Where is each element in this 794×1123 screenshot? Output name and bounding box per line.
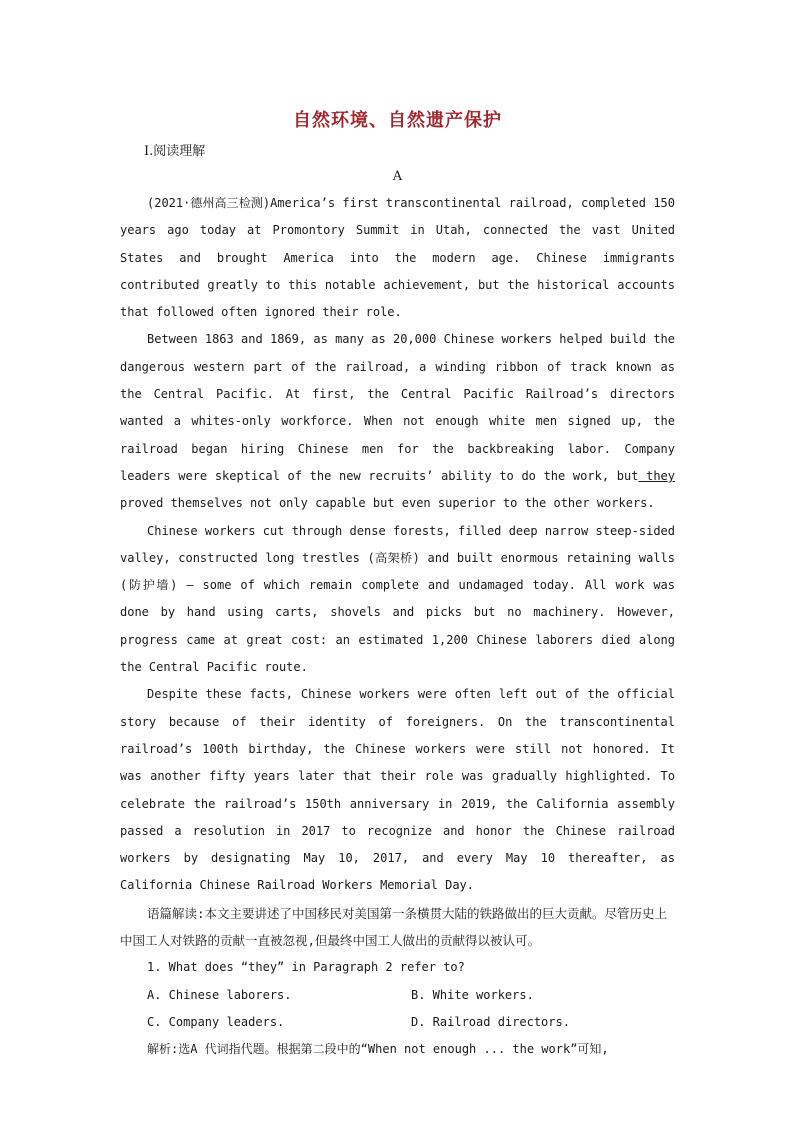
option-c: C. Company leaders.	[147, 1014, 285, 1029]
page-title: 自然环境、自然遗产保护	[293, 110, 502, 131]
option-a: A. Chinese laborers.	[147, 987, 292, 1002]
section-heading: Ⅰ.阅读理解	[144, 144, 206, 159]
article-label: A	[392, 169, 403, 184]
option-b: B. White workers.	[411, 987, 534, 1002]
question-1-options-row-2	[147, 1009, 675, 1036]
paragraph-2	[120, 326, 675, 517]
passage-summary: 语篇解读:本文主要讲述了中国移民对美国第一条横贯大陆的铁路做出的巨大贡献。尽管历史上中国工人对铁路的贡献一直被忽视,但最终中国工人做出的贡献得以被认可。	[120, 905, 668, 949]
question-1-stem: 1. What does “they” in Paragraph 2 refer to?	[147, 960, 465, 975]
option-d: D. Railroad directors.	[411, 1014, 570, 1029]
underlined-pronoun-they: they	[638, 468, 676, 483]
document-page	[120, 100, 675, 1064]
question-1-analysis: 解析:选A 代词指代题。根据第二段中的“When not enough ... the work”可知,	[147, 1042, 609, 1057]
question-1-options-row-1	[147, 982, 675, 1009]
paragraph-2-text-after: proved themselves not only capable but even superior to the other workers.	[120, 496, 655, 511]
paragraph-4: Despite these facts, Chinese workers were often left out of the official story because of their identity of foreigners. On the transcontinental railroad’s 100th birthday, the Chinese workers were still not honored. It was another fifty years later that their role was gradually highlighted. To celebrate the railroad’s 150th anniversary in 2019, the California assembly passed a resolution in 2017 to recognize and honor the Chinese railroad workers by designating May 10, 2017, and every May 10 thereafter, as California Chinese Railroad Workers Memorial Day.	[120, 687, 675, 893]
paragraph-1: (2021·德州高三检测)America’s first transcontinental railroad, completed 150 years ago today at Promontory Summit in Utah, connected the vast United States and brought America into the modern age. Chinese immigrants contributed greatly to this notable achievement, but the historical accounts that followed often ignored their role.	[120, 196, 675, 320]
paragraph-3: Chinese workers cut through dense forests, filled deep narrow steep-sided valley, constructed long trestles (高架桥) and built enormous retaining walls (防护墙) — some of which remain complete and undamaged today. All work was done by hand using carts, shovels and picks but no machinery. However, progress came at great cost: an estimated 1,200 Chinese laborers died along the Central Pacific route.	[120, 523, 675, 675]
paragraph-2-text-before: Between 1863 and 1869, as many as 20,000 Chinese workers helped build the dangerous western part of the railroad, a winding ribbon of track known as the Central Pacific. At first, the Central Pacific Railroad’s directors wanted a whites-only workforce. When not enough white men signed up, the railroad began hiring Chinese men for the backbreaking labor. Company leaders were skeptical of the new recruits’ ability to do the work, but	[120, 332, 675, 483]
